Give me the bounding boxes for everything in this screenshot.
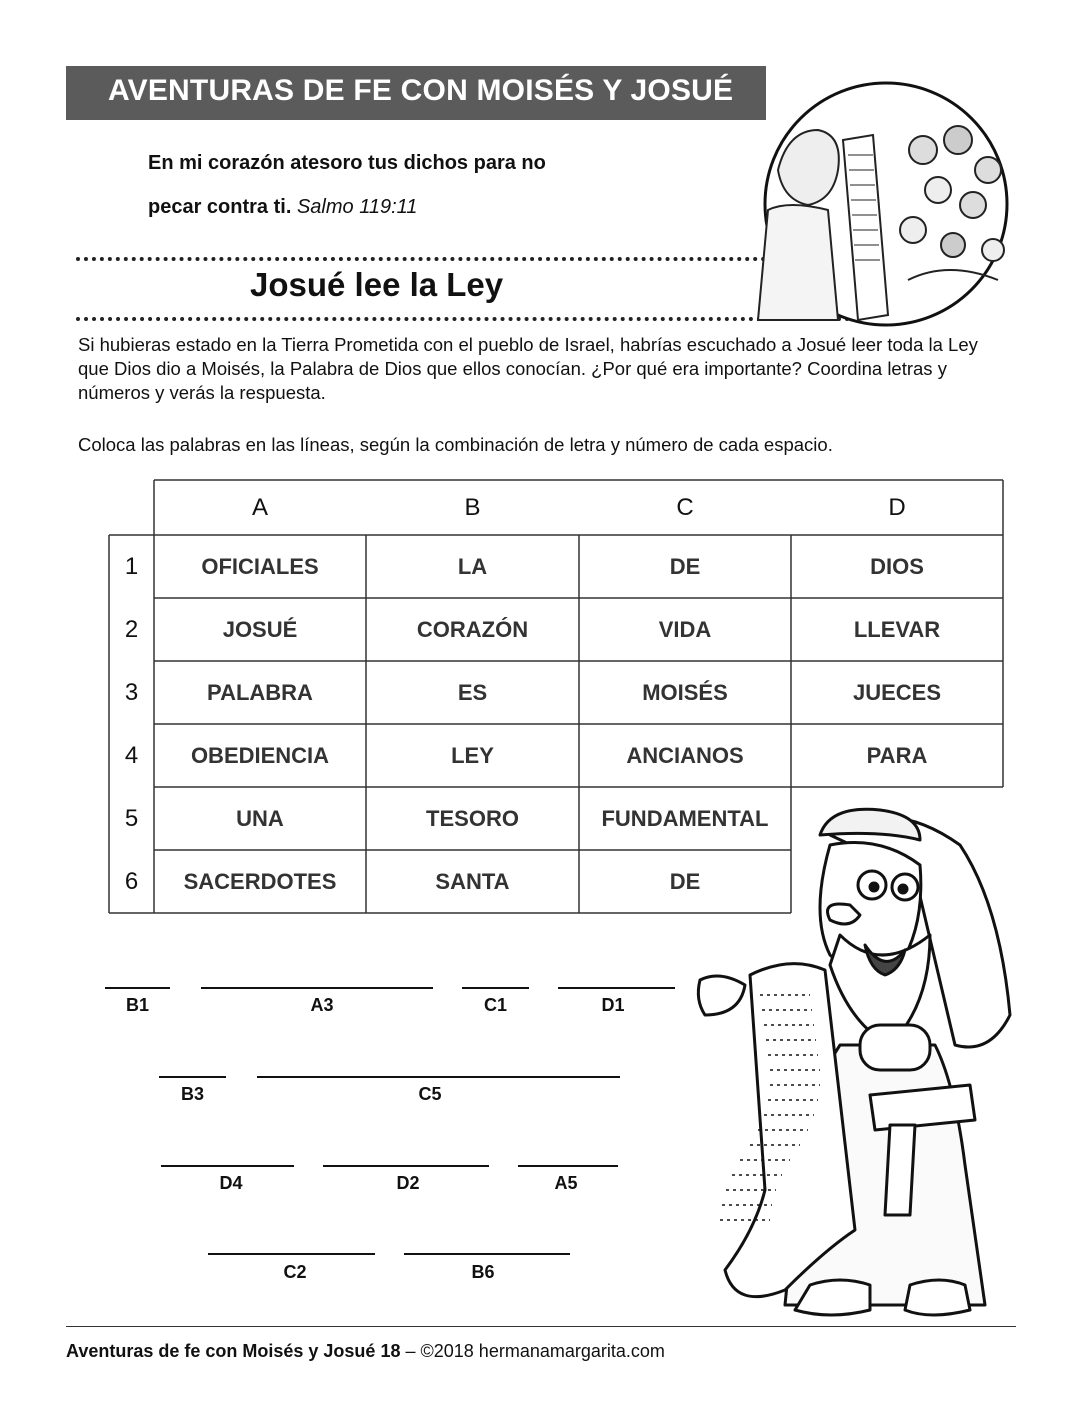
answer-line[interactable] [105, 987, 170, 989]
page-title: AVENTURAS DE FE CON MOISÉS Y JOSUÉ [108, 74, 734, 107]
grid-cell-a1: OFICIALES [201, 553, 319, 579]
footer-book-title: Aventuras de fe con Moisés y Josué 18 [66, 1341, 401, 1361]
answer-line[interactable] [257, 1076, 620, 1078]
answer-line[interactable] [518, 1165, 618, 1167]
column-header-d: D [888, 493, 906, 521]
grid-cell-b2: CORAZÓN [416, 616, 529, 642]
verse-reference: Salmo 119:11 [296, 196, 418, 218]
row-number-6: 6 [124, 867, 139, 895]
page-footer [66, 1341, 665, 1362]
grid-cell-c2: VIDA [658, 616, 712, 642]
answer-label: A3 [310, 995, 334, 1015]
grid-cell-c3: MOISÉS [642, 679, 728, 705]
answer-label: C2 [283, 1262, 307, 1282]
answer-line[interactable] [159, 1076, 226, 1078]
answer-label: D2 [396, 1173, 420, 1193]
grid-cell-a6: SACERDOTES [183, 868, 337, 894]
answer-line[interactable] [208, 1253, 375, 1255]
answer-line[interactable] [404, 1253, 570, 1255]
column-header-b: B [464, 493, 481, 521]
grid-cell-b5: TESORO [426, 805, 519, 831]
footer-divider [66, 1326, 1016, 1327]
answer-line[interactable] [201, 987, 433, 989]
answer-line[interactable] [161, 1165, 294, 1167]
grid-cell-d4: PARA [866, 742, 928, 768]
grid-cell-b4: LEY [451, 742, 494, 768]
row-number-1: 1 [124, 552, 139, 580]
footer-copyright: – ©2018 hermanamargarita.com [405, 1341, 665, 1361]
column-header-a: A [251, 493, 268, 521]
column-header-c: C [676, 493, 694, 521]
answer-label: A5 [554, 1173, 578, 1193]
verse-text: pecar contra ti. [148, 196, 292, 218]
answer-label: B1 [125, 995, 149, 1015]
grid-cell-c4: ANCIANOS [626, 742, 744, 768]
grid-cell-c6: DE [669, 868, 701, 894]
row-number-2: 2 [124, 615, 139, 643]
grid-cell-c1: DE [669, 553, 701, 579]
grid-cell-b1: LA [457, 553, 488, 579]
answer-label: D4 [219, 1173, 243, 1193]
row-number-3: 3 [124, 678, 139, 706]
answer-line[interactable] [462, 987, 529, 989]
joshua-reading-scroll-illustration [690, 795, 1030, 1325]
answer-label: C5 [418, 1084, 442, 1104]
grid-cell-a5: UNA [236, 805, 284, 831]
grid-cell-b3: ES [457, 679, 488, 705]
grid-cell-d2: LLEVAR [853, 616, 941, 642]
instruction-text: Coloca las palabras en las líneas, según la combinación de letra y número de cada espacio. [78, 434, 833, 455]
answer-label: B3 [180, 1084, 204, 1104]
grid-cell-b6: SANTA [435, 868, 510, 894]
grid-cell-a3: PALABRA [207, 679, 313, 705]
row-number-5: 5 [124, 804, 139, 832]
grid-cell-d1: DIOS [870, 553, 924, 579]
grid-cell-a4: OBEDIENCIA [190, 742, 330, 768]
answer-label: D1 [601, 995, 625, 1015]
grid-cell-d3: JUECES [852, 679, 942, 705]
verse-line-1: En mi corazón atesoro tus dichos para no [148, 152, 546, 174]
lesson-title: Josué lee la Ley [250, 266, 504, 303]
grid-cell-a2: JOSUÉ [222, 616, 298, 642]
answer-label: C1 [483, 995, 507, 1015]
answer-label: B6 [471, 1262, 495, 1282]
answer-line[interactable] [323, 1165, 489, 1167]
intro-paragraph: Si hubieras estado en la Tierra Prometida con el pueblo de Israel, habrías escuchado a Josué leer toda la Ley que Dios dio a Moisés, la Palabra de Dios que ellos conocían. ¿Por qué era importante? Coordina letras y números y verás la respuesta. [78, 334, 978, 403]
row-number-4: 4 [124, 741, 139, 769]
grid-cell-c5: FUNDAMENTAL [601, 805, 769, 831]
answer-line[interactable] [558, 987, 675, 989]
